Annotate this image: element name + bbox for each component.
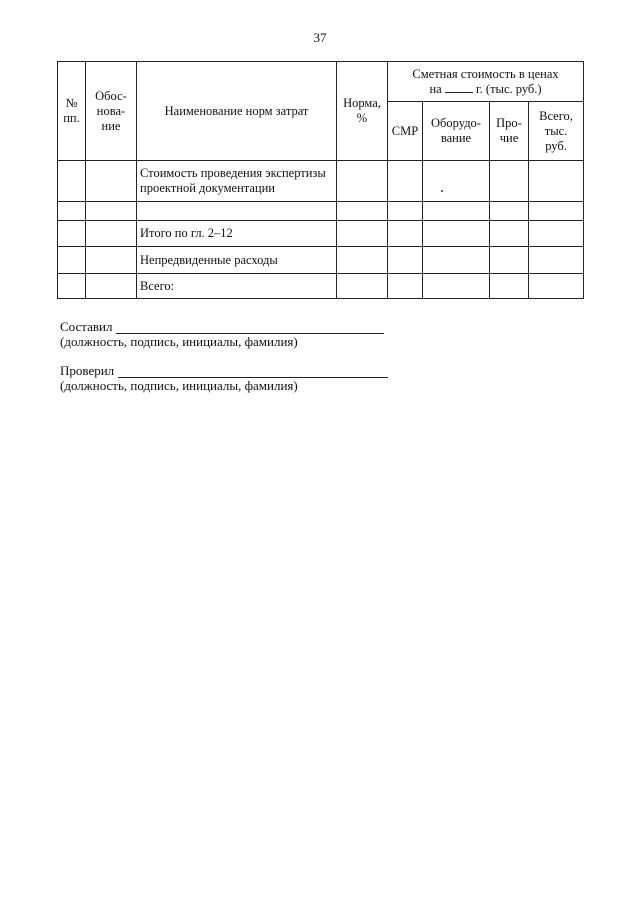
table-row [58,221,584,247]
row-name-cell: Итого по гл. 2–12 [137,221,337,247]
header-equipment [423,102,490,161]
header-other [490,102,529,161]
row-name-cell: Непредвиденные расходы [137,247,337,274]
header-estimate-na: на [429,81,442,96]
header-total [529,102,584,161]
header-justification [86,62,137,161]
row-name-cell [137,202,337,221]
header-num [58,62,86,161]
compiled-signature-line[interactable] [116,321,384,334]
header-estimate-group [388,62,584,102]
checked-label: Проверил [60,363,115,378]
header-estimate-line1: Сметная стоимость в ценах [412,66,559,81]
checked-signature-line[interactable] [118,365,388,378]
header-name [137,62,337,161]
table-row [58,202,584,221]
table-row [58,274,584,299]
header-total-label: Всего, тыс. руб. [539,108,573,153]
row-name-cell: Стоимость проведения экспертизы проектной документации [137,161,337,202]
header-norm-label: Норма, % [343,96,381,125]
header-other-label: Про-чие [496,116,522,145]
table-row [58,161,584,202]
year-blank-line [445,82,473,93]
stray-mark [441,190,443,192]
checked-row [60,363,388,378]
header-estimate-suffix: г. (тыс. руб.) [475,81,542,96]
page-number: 37 [313,30,327,45]
header-justification-label: Обос-нова-ние [95,88,127,133]
compiled-row [60,319,384,334]
checked-signature-block [60,363,388,393]
header-smr [388,102,423,161]
header-name-label: Наименование норм затрат [164,103,309,118]
cost-table [57,61,584,299]
header-smr-label: СМР [391,123,419,138]
table-row [58,247,584,274]
header-equipment-label: Оборудо-вание [431,116,481,145]
compiled-caption: (должность, подпись, инициалы, фамилия) [60,334,298,349]
checked-caption: (должность, подпись, инициалы, фамилия) [60,378,298,393]
compiled-signature-block [60,319,384,349]
header-norm [337,62,388,161]
row-name-cell: Всего: [137,274,337,299]
header-estimate-line2 [391,82,580,97]
header-num-label: № пп. [63,96,80,125]
compiled-label: Составил [60,319,113,334]
